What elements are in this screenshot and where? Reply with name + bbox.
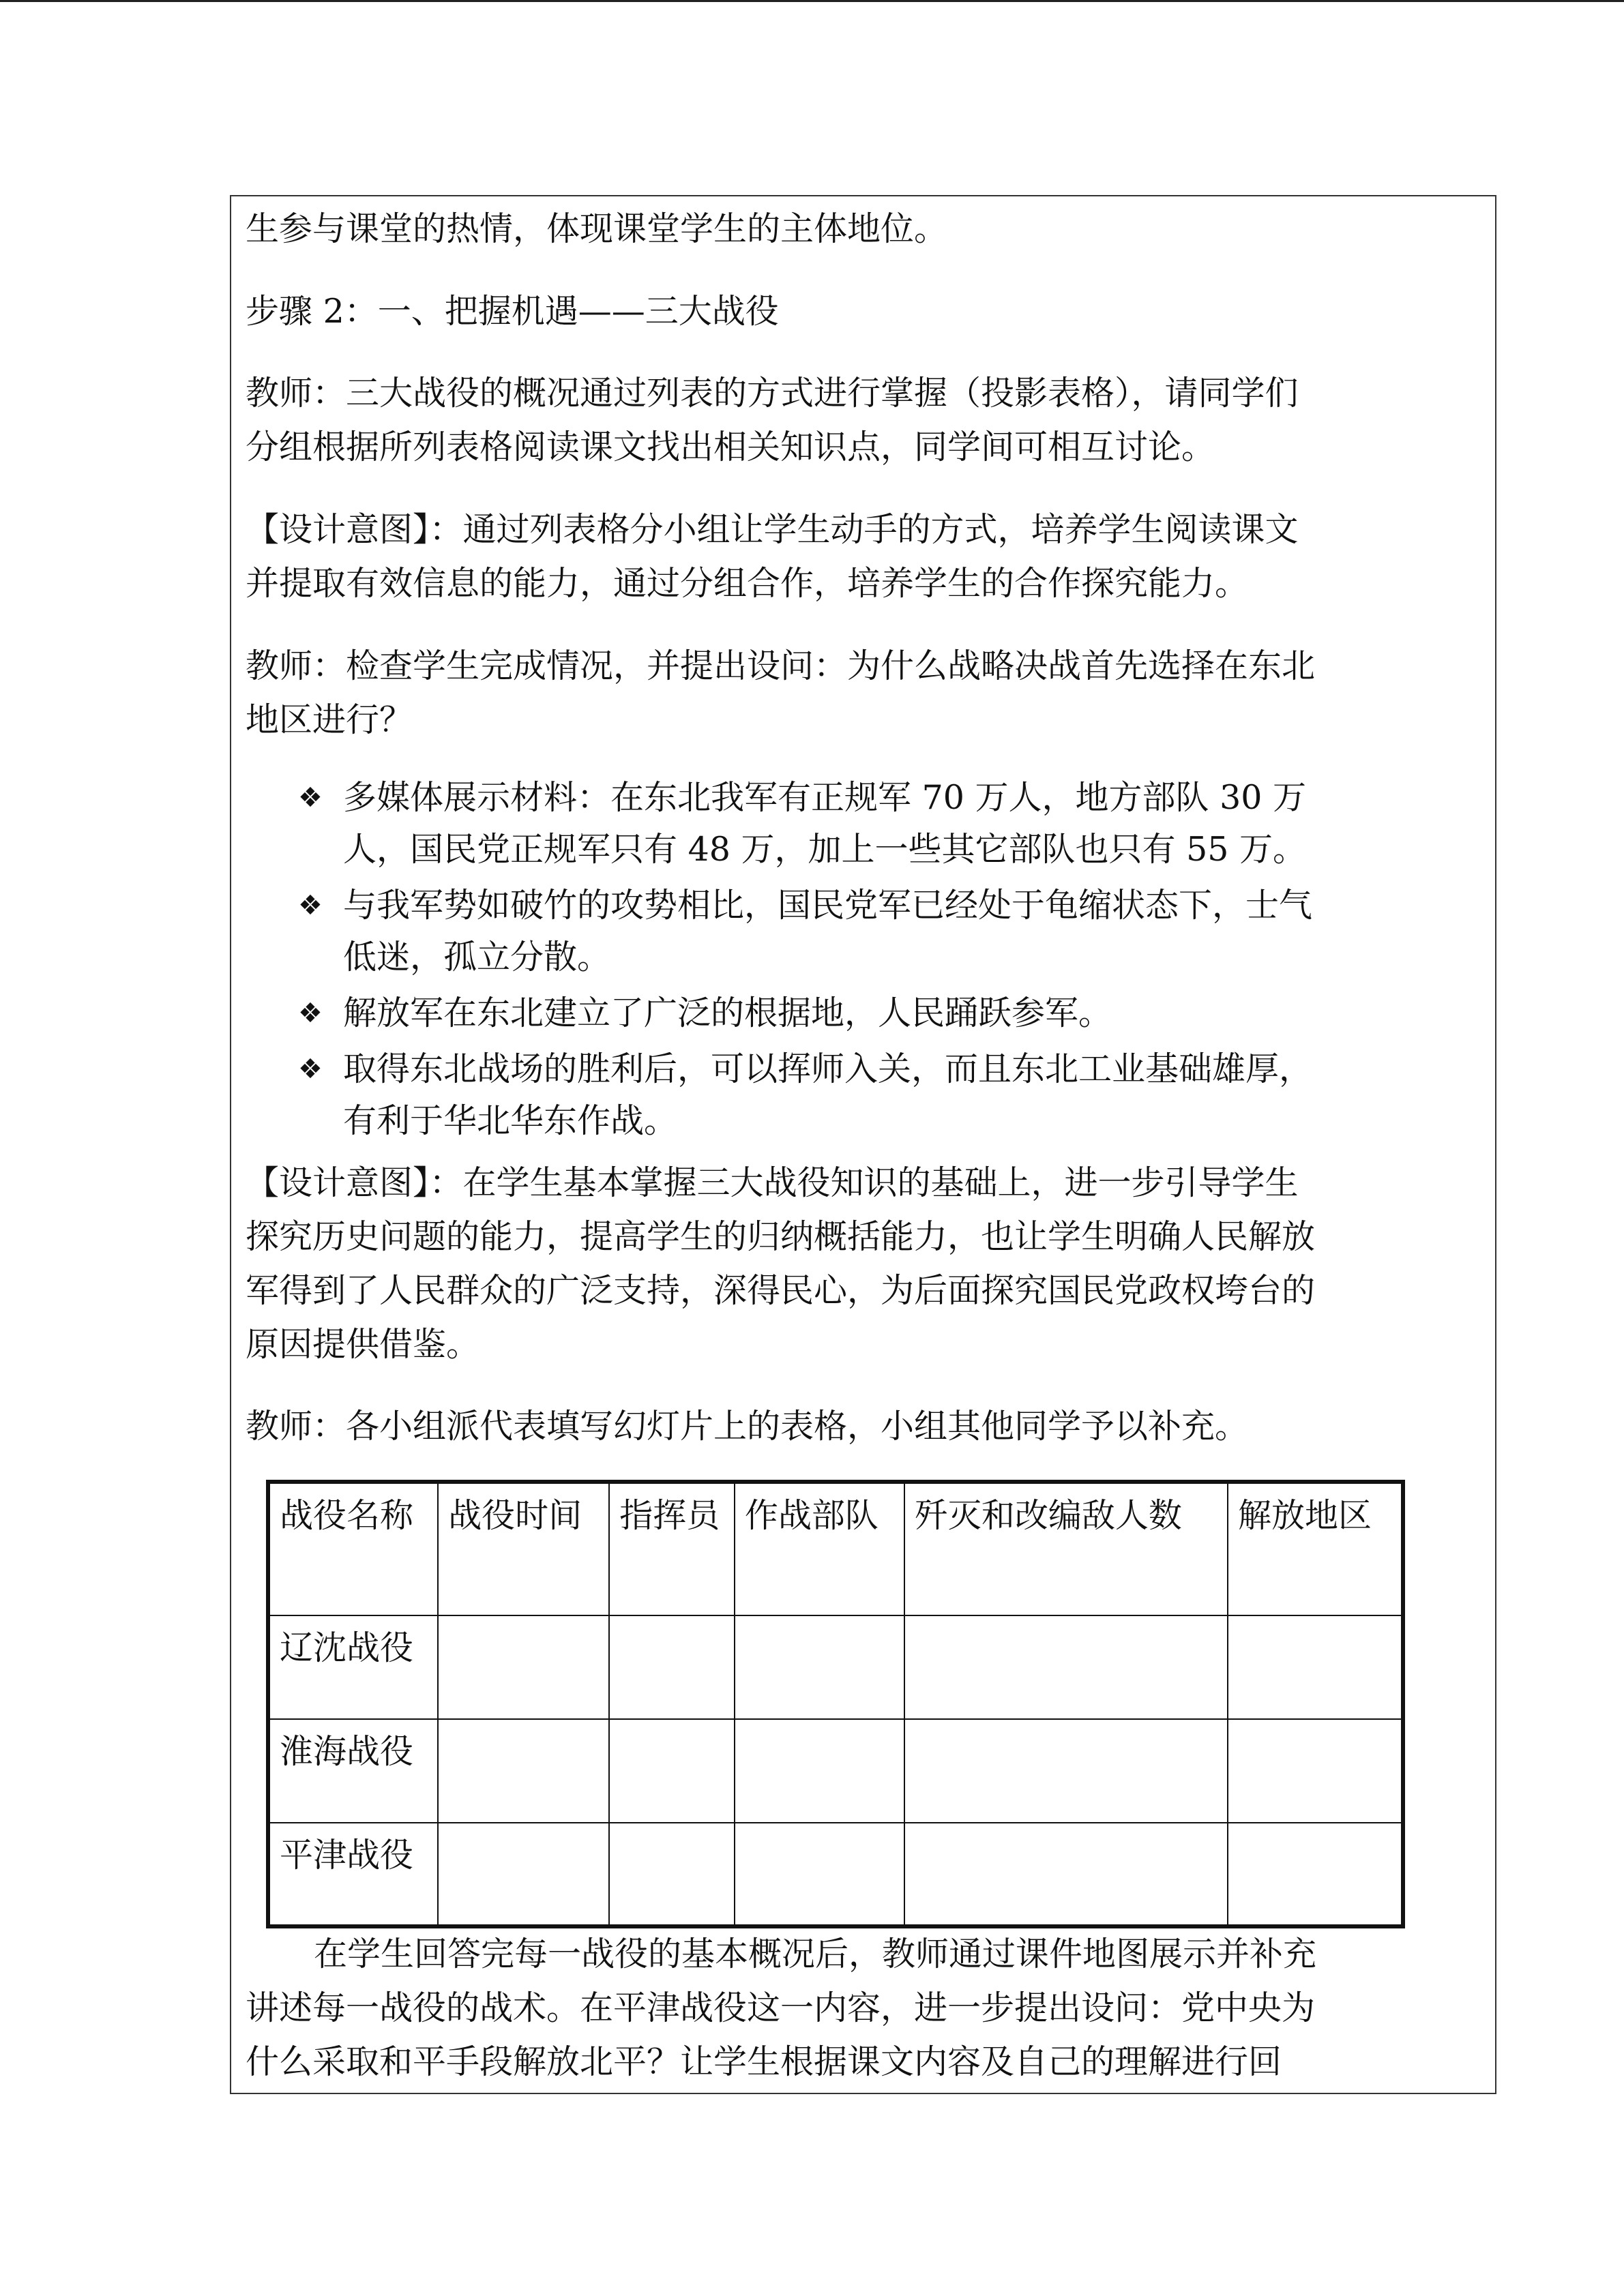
table-cell xyxy=(735,1719,904,1823)
table-cell xyxy=(438,1823,609,1926)
table-row-label: 辽沈战役 xyxy=(268,1615,438,1719)
table-cell xyxy=(609,1615,735,1719)
table-cell xyxy=(1228,1823,1403,1926)
diamond-bullet-icon: ❖ xyxy=(298,782,323,814)
diamond-bullet-icon: ❖ xyxy=(298,890,323,921)
paragraph-line: 军得到了人民群众的广泛支持，深得民心，为后面探究国民党政权垮台的 xyxy=(246,1271,1316,1310)
bullet-item xyxy=(298,1043,1458,1147)
table-cell xyxy=(1228,1615,1403,1719)
battle-table xyxy=(266,1480,1405,1928)
table-cell xyxy=(1228,1719,1403,1823)
bullet-text: 解放军在东北建立了广泛的根据地，人民踊跃参军。 xyxy=(343,994,1112,1032)
bullet-text: 有利于华北华东作战。 xyxy=(343,1101,678,1140)
table-cell xyxy=(609,1823,735,1926)
table-cell xyxy=(904,1823,1228,1926)
design-intent-line: 【设计意图】：通过列表格分小组让学生动手的方式，培养学生阅读课文 xyxy=(246,510,1299,549)
paragraph-line: 探究历史问题的能力，提高学生的归纳概括能力，也让学生明确人民解放 xyxy=(246,1217,1316,1256)
table-cell xyxy=(735,1823,904,1926)
table-header-cell: 解放地区 xyxy=(1228,1482,1403,1615)
table-header-cell: 作战部队 xyxy=(735,1482,904,1615)
paragraph-line: 教师：检查学生完成情况，并提出设问：为什么战略决战首先选择在东北 xyxy=(246,646,1316,685)
table-row-label: 淮海战役 xyxy=(268,1719,438,1823)
paragraph-line: 在学生回答完每一战役的基本概况后，教师通过课件地图展示并补充 xyxy=(314,1935,1317,1973)
design-intent-line: 【设计意图】：在学生基本掌握三大战役知识的基础上，进一步引导学生 xyxy=(246,1163,1299,1202)
paragraph-line: 原因提供借鉴。 xyxy=(246,1325,480,1364)
table-cell xyxy=(609,1719,735,1823)
paragraph-line: 什么采取和平手段解放北平？让学生根据课文内容及自己的理解进行回 xyxy=(246,2042,1282,2081)
paragraph-line: 并提取有效信息的能力，通过分组合作，培养学生的合作探究能力。 xyxy=(246,564,1249,603)
bullet-text: 取得东北战场的胜利后，可以挥师入关，而且东北工业基础雄厚， xyxy=(343,1049,1313,1088)
table-header-cell: 指挥员 xyxy=(609,1482,735,1615)
table-cell xyxy=(904,1615,1228,1719)
bullet-text: 人，国民党正规军只有 48 万，加上一些其它部队也只有 55 万。 xyxy=(343,830,1307,869)
paragraph-line: 分组根据所列表格阅读课文找出相关知识点，同学间可相互讨论。 xyxy=(246,428,1215,466)
table-header-cell: 战役时间 xyxy=(438,1482,609,1615)
paragraph-line: 教师：各小组派代表填写幻灯片上的表格，小组其他同学予以补充。 xyxy=(246,1407,1249,1446)
diamond-bullet-icon: ❖ xyxy=(298,998,323,1029)
table-row xyxy=(268,1719,1403,1823)
paragraph-line: 教师：三大战役的概况通过列表的方式进行掌握（投影表格），请同学们 xyxy=(246,374,1299,413)
paragraph-line: 讲述每一战役的战术。在平津战役这一内容，进一步提出设问：党中央为 xyxy=(246,1988,1316,2027)
table-cell xyxy=(438,1615,609,1719)
bullet-text: 与我军势如破竹的攻势相比，国民党军已经处于龟缩状态下，士气 xyxy=(343,886,1313,925)
table-cell xyxy=(735,1615,904,1719)
table-row xyxy=(268,1823,1403,1926)
bullet-item xyxy=(298,880,1458,983)
table-cell xyxy=(904,1719,1228,1823)
bullet-item xyxy=(298,772,1458,876)
step-heading: 步骤 2：一、把握机遇——三大战役 xyxy=(246,292,779,331)
bullet-text: 多媒体展示材料：在东北我军有正规军 70 万人，地方部队 30 万 xyxy=(343,778,1307,817)
bullet-item xyxy=(298,987,1458,1039)
table-cell xyxy=(438,1719,609,1823)
table-header-cell: 战役名称 xyxy=(268,1482,438,1615)
paragraph-line: 生参与课堂的热情，体现课堂学生的主体地位。 xyxy=(246,209,948,248)
top-rule xyxy=(0,0,1624,2)
table-header-cell: 歼灭和改编敌人数 xyxy=(904,1482,1228,1615)
bullet-list xyxy=(298,772,1458,1151)
table-row xyxy=(268,1615,1403,1719)
diamond-bullet-icon: ❖ xyxy=(298,1054,323,1085)
paragraph-line: 地区进行？ xyxy=(246,700,413,739)
table-row-label: 平津战役 xyxy=(268,1823,438,1926)
bullet-text: 低迷，孤立分散。 xyxy=(343,938,611,976)
table-header-row xyxy=(268,1482,1403,1615)
